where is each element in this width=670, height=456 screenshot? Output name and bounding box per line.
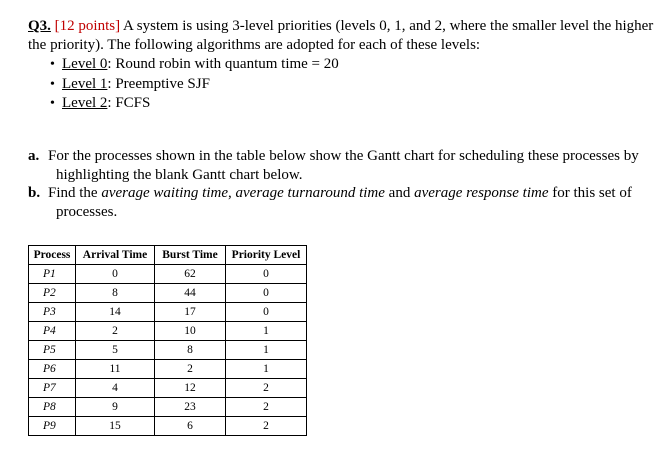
level-name: Level 2	[62, 95, 108, 111]
level-name: Level 1	[62, 75, 108, 92]
table-row	[29, 360, 307, 379]
cell-priority: 2	[226, 417, 307, 436]
cell-process: P9	[29, 417, 76, 436]
cell-process: P1	[29, 265, 76, 284]
question-number: Q3.	[28, 18, 51, 34]
cell-process: P4	[29, 322, 76, 341]
cell-arrival: 2	[76, 322, 155, 341]
level-desc: : Preemptive SJF	[107, 75, 210, 92]
cell-priority: 0	[226, 284, 307, 303]
cell-process: P7	[29, 379, 76, 398]
level-list	[50, 55, 339, 114]
bullet-icon: •	[50, 96, 55, 111]
part-b-text	[48, 184, 668, 221]
cell-burst: 23	[155, 398, 226, 417]
cell-process: P2	[29, 284, 76, 303]
level-item	[50, 94, 339, 114]
cell-arrival: 5	[76, 341, 155, 360]
avg-turnaround-term: average turnaround time	[235, 185, 385, 201]
cell-priority: 0	[226, 303, 307, 322]
part-b-prefix: Find the	[48, 185, 102, 201]
cell-burst: 17	[155, 303, 226, 322]
header-process: Process	[29, 246, 76, 265]
part-b	[28, 184, 668, 221]
part-b-suffix: for this set of	[548, 185, 632, 201]
cell-process: P8	[29, 398, 76, 417]
avg-waiting-term: average waiting time	[101, 185, 228, 201]
header-burst-time: Burst Time	[155, 246, 226, 265]
question-intro: A system is using 3-level priorities (levels 0, 1, and 2, where the smaller level the higher the priority). The following algorithms are adopted for each of these levels:	[28, 18, 654, 53]
table-header-row	[29, 246, 307, 265]
bullet-icon: •	[50, 57, 55, 72]
cell-arrival: 9	[76, 398, 155, 417]
cell-priority: 1	[226, 341, 307, 360]
cell-arrival: 4	[76, 379, 155, 398]
cell-burst: 6	[155, 417, 226, 436]
level-desc: : FCFS	[107, 95, 151, 111]
table-row	[29, 284, 307, 303]
part-b-and: and	[384, 185, 415, 201]
cell-priority: 2	[226, 379, 307, 398]
cell-arrival: 0	[76, 265, 155, 284]
part-b-line2: processes.	[56, 203, 118, 220]
cell-priority: 0	[226, 265, 307, 284]
cell-priority: 1	[226, 360, 307, 379]
header-priority-level: Priority Level	[226, 246, 307, 265]
cell-burst: 8	[155, 341, 226, 360]
level-desc: : Round robin with quantum time = 20	[107, 56, 339, 72]
question-header	[28, 17, 664, 55]
part-b-label: b.	[28, 185, 41, 201]
cell-burst: 44	[155, 284, 226, 303]
table-row	[29, 417, 307, 436]
avg-response-term: average response time	[414, 185, 549, 201]
table-row	[29, 379, 307, 398]
cell-arrival: 8	[76, 284, 155, 303]
part-a-line2: highlighting the blank Gantt chart below.	[56, 166, 303, 183]
table-row	[29, 303, 307, 322]
table-row	[29, 398, 307, 417]
question-parts	[28, 147, 668, 221]
cell-process: P3	[29, 303, 76, 322]
part-a-label: a.	[28, 148, 40, 164]
part-a	[28, 147, 668, 184]
part-a-line1: For the processes shown in the table below show the Gantt chart for scheduling these processes by	[48, 148, 639, 164]
part-a-text	[48, 147, 668, 184]
header-arrival-time: Arrival Time	[76, 246, 155, 265]
bullet-icon: •	[50, 76, 55, 92]
cell-burst: 12	[155, 379, 226, 398]
cell-burst: 2	[155, 360, 226, 379]
level-item	[50, 75, 339, 95]
question-points: [12 points]	[54, 18, 121, 34]
table-row	[29, 322, 307, 341]
cell-arrival: 11	[76, 360, 155, 379]
cell-burst: 62	[155, 265, 226, 284]
level-name: Level 0	[62, 56, 108, 72]
cell-process: P5	[29, 341, 76, 360]
cell-arrival: 15	[76, 417, 155, 436]
level-item	[50, 55, 339, 75]
cell-priority: 1	[226, 322, 307, 341]
cell-process: P6	[29, 360, 76, 379]
cell-priority: 2	[226, 398, 307, 417]
process-table	[28, 245, 307, 436]
part-b-comma: ,	[228, 185, 236, 201]
table-row	[29, 265, 307, 284]
cell-arrival: 14	[76, 303, 155, 322]
cell-burst: 10	[155, 322, 226, 341]
table-row	[29, 341, 307, 360]
